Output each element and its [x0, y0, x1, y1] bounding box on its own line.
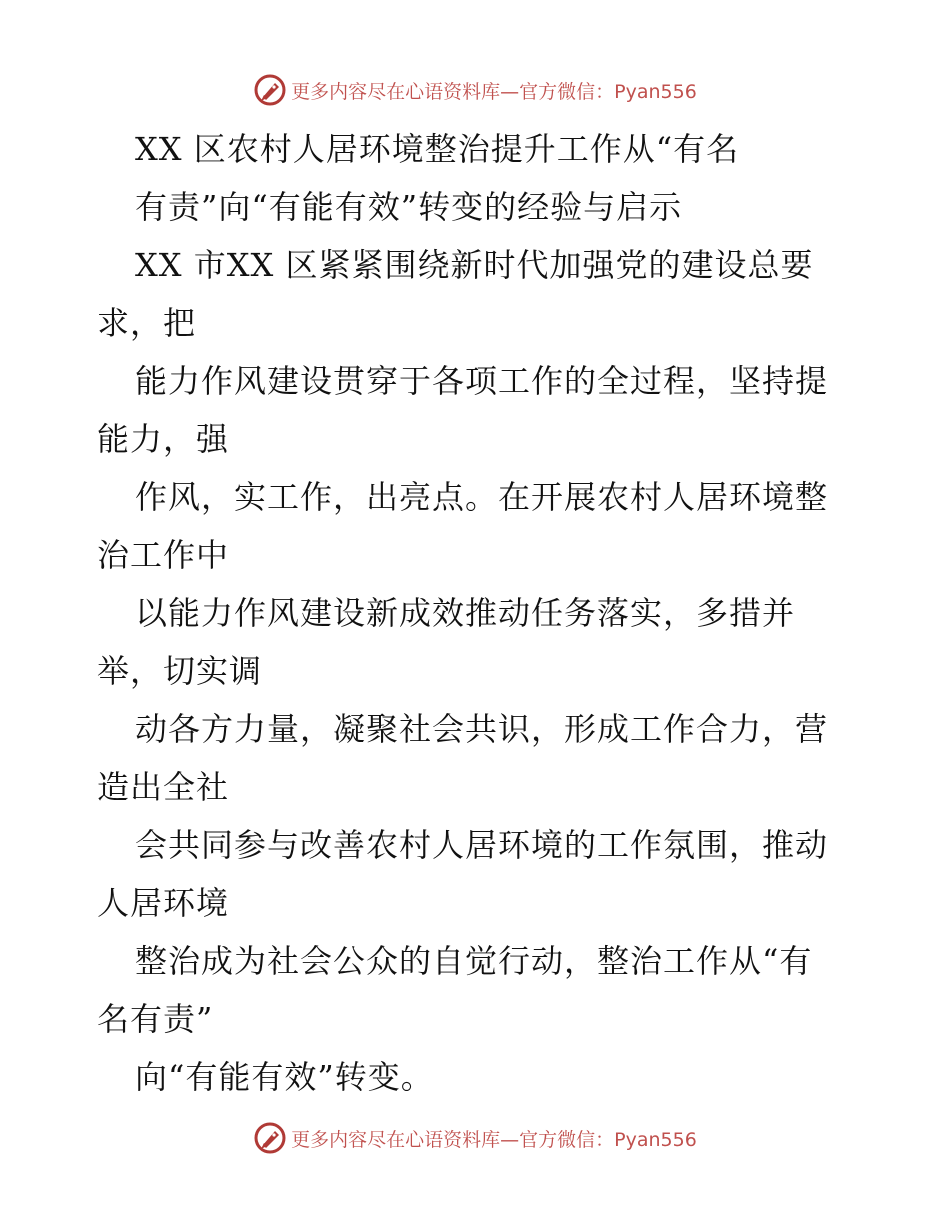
paragraph-line: 造出全社: [97, 768, 230, 806]
watermark-text: 更多内容尽在心语资料库—官方微信：Pyan556: [291, 80, 697, 103]
footer-watermark: [0, 1118, 950, 1158]
paragraph-line: 作风，实工作，出亮点。在开展农村人居环境整: [135, 478, 829, 516]
paragraph-line: XX 市XX 区紧紧围绕新时代加强党的建设总要: [135, 246, 814, 284]
paragraph-line: 人居环境: [97, 884, 230, 922]
paragraph-line: 求，把: [97, 304, 197, 342]
paragraph-line: 向“有能有效”转变。: [135, 1058, 434, 1096]
paragraph-line: 名有责”: [97, 1000, 214, 1038]
paragraph-line: 能力作风建设贯穿于各项工作的全过程，坚持提: [135, 362, 829, 400]
header-watermark: [0, 70, 950, 110]
paragraph-line: 举，切实调: [97, 652, 263, 690]
title-line: XX 区农村人居环境整治提升工作从“有名: [135, 130, 740, 168]
paragraph-line: 治工作中: [97, 536, 230, 574]
pen-nib-logo-icon: [253, 1121, 287, 1155]
title-line: 有责”向“有能有效”转变的经验与启示: [135, 188, 683, 226]
paragraph-line: 整治成为社会公众的自觉行动，整治工作从“有: [135, 942, 813, 980]
paragraph-line: 会共同参与改善农村人居环境的工作氛围，推动: [135, 826, 829, 864]
paragraph-line: 能力，强: [97, 420, 230, 458]
watermark-text: 更多内容尽在心语资料库—官方微信：Pyan556: [291, 1128, 697, 1151]
document-body: [97, 120, 857, 1106]
paragraph-line: 动各方力量，凝聚社会共识，形成工作合力，营: [135, 710, 829, 748]
paragraph-line: 以能力作风建设新成效推动任务落实，多措并: [135, 594, 796, 632]
pen-nib-logo-icon: [253, 73, 287, 107]
